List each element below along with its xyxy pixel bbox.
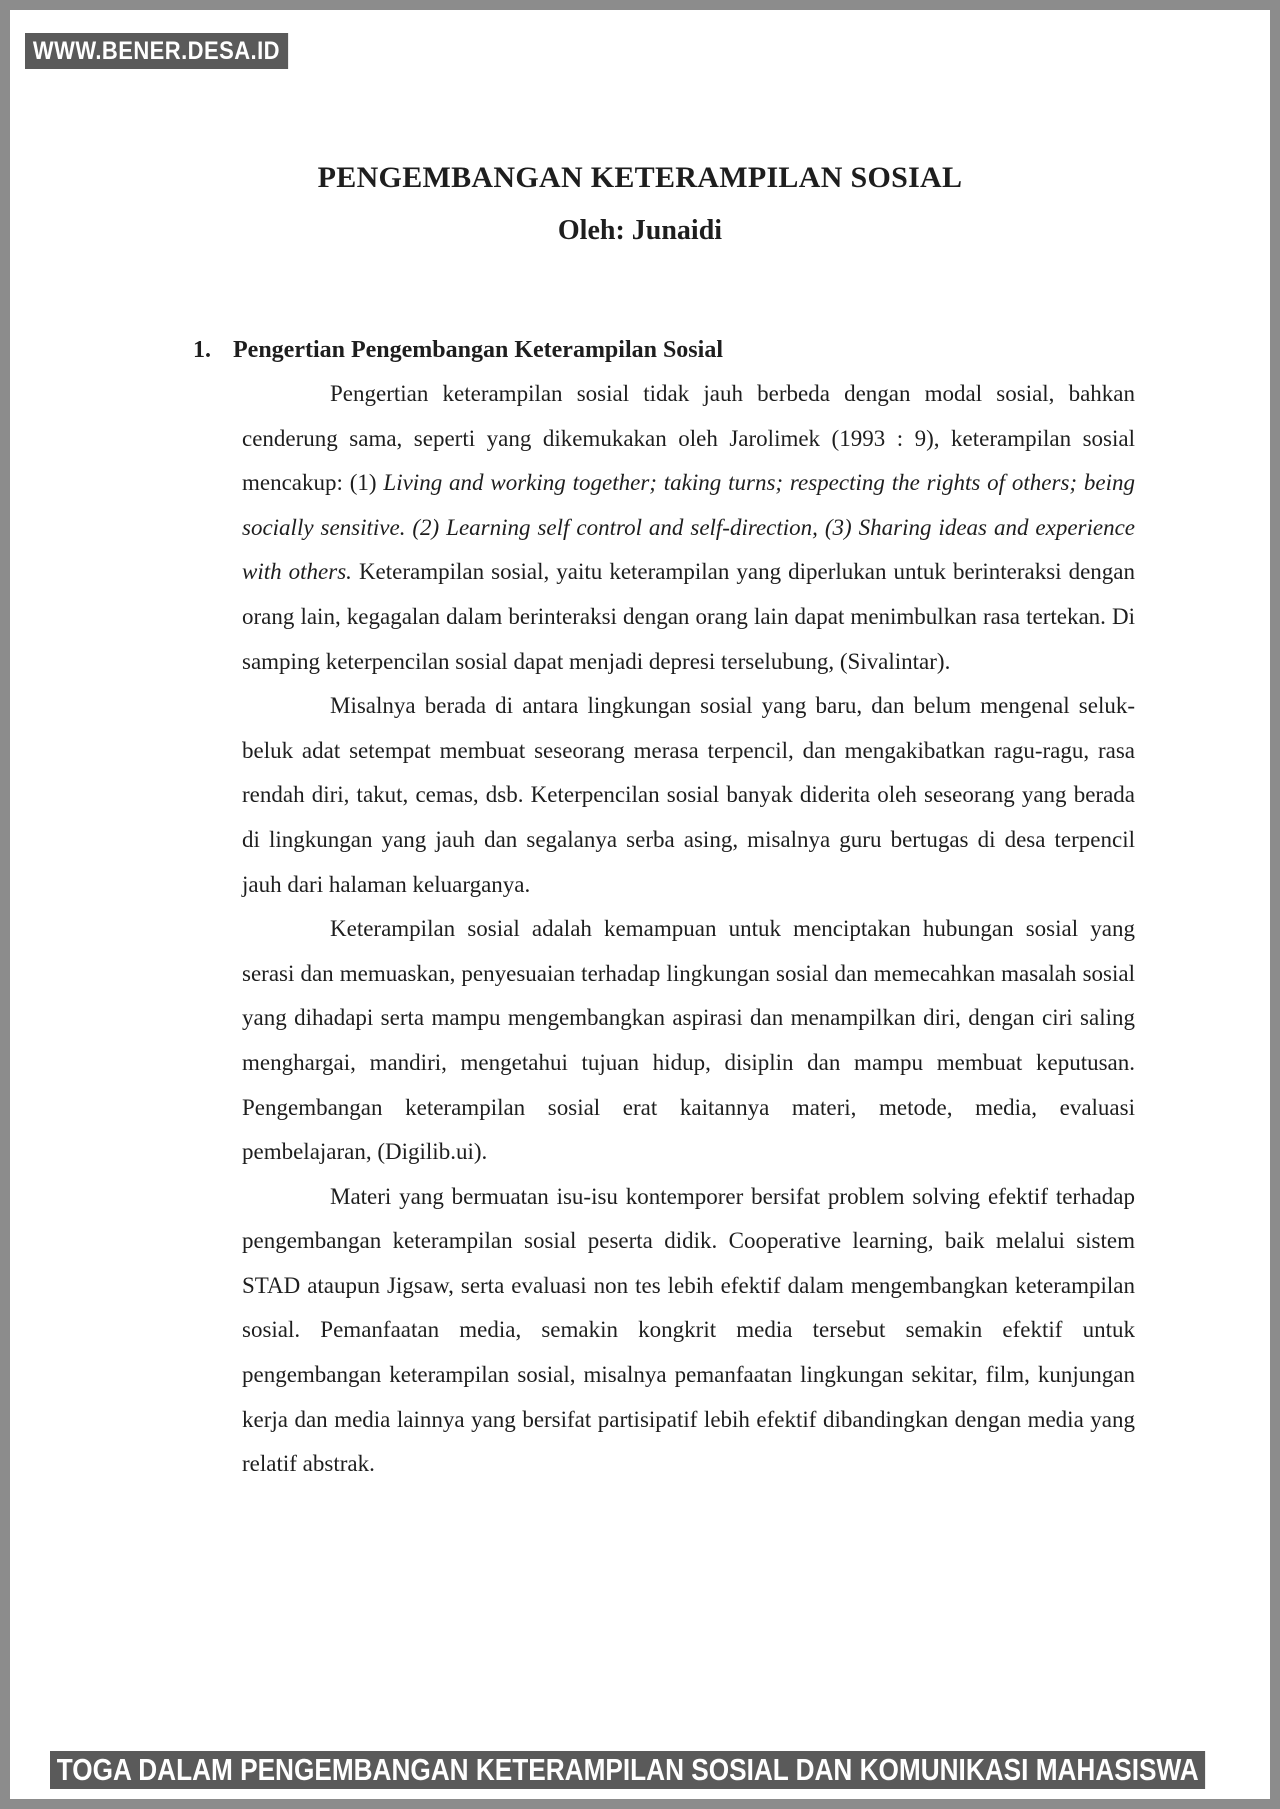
paragraph-1-text-start: Pengertian keterampilan sosial tidak jauh berbeda dengan modal sosial, bahkan cenderung sama, seperti yang dikemukakan oleh Jarolimek (1993 : 9), keterampilan sosial mencakup: (1): [242, 381, 1135, 496]
paragraph-2: Misalnya berada di antara lingkungan sosial yang baru, dan belum mengenal seluk-beluk adat setempat membuat seseorang merasa terpencil, dan mengakibatkan ragu-ragu, rasa rendah diri, takut, cemas, dsb. Keterpencilan sosial banyak diderita oleh seseorang yang berada di lingkungan yang jauh dan segalanya serba asing, misalnya guru bertugas di desa terpencil jauh dari halaman keluarganya.: [242, 693, 1135, 897]
paragraph-1-italic-quote: Living and working together; taking turns; respecting the rights of others; being socially sensitive. (2) Learning self control and self-direction, (3) Sharing ideas and experience with others.: [242, 470, 1135, 585]
document-page: [10, 10, 1270, 1799]
section-heading: [193, 334, 723, 366]
paragraph-4: Materi yang bermuatan isu-isu kontemporer bersifat problem solving efektif terhadap pengembangan keterampilan sosial peserta didik. Cooperative learning, baik melalui sistem STAD ataupun Jigsaw, serta evaluasi non tes lebih efektif dalam mengembangkan keterampilan sosial. Pemanfaatan media, semakin kongkrit media tersebut semakin efektif untuk pengembangan keterampilan sosial, misalnya pemanfaatan lingkungan sekitar, film, kunjungan kerja dan media lainnya yang bersifat partisipatif lebih efektif dibandingkan dengan media yang relatif abstrak.: [242, 1183, 1135, 1477]
section-number: 1.: [193, 337, 211, 363]
watermark-label: WWW.BENER.DESA.ID: [25, 33, 288, 69]
caption-banner: TOGA DALAM PENGEMBANGAN KETERAMPILAN SOSIAL DAN KOMUNIKASI MAHASISWA: [50, 1751, 1205, 1789]
document-title: PENGEMBANGAN KETERAMPILAN SOSIAL: [317, 161, 963, 194]
paragraph-1: [242, 372, 1135, 684]
paragraph-1-text-end: Keterampilan sosial, yaitu keterampilan yang diperlukan untuk berinteraksi dengan orang lain, kegagalan dalam berinteraksi dengan orang lain dapat menimbulkan rasa tertekan. Di samping keterpencilan sosial dapat menjadi depresi terselubung, (Sivalintar).: [242, 559, 1135, 674]
document-author: Oleh: Junaidi: [557, 215, 723, 246]
section-title: Pengertian Pengembangan Keterampilan Sosial: [233, 337, 723, 363]
body-text: [242, 372, 1135, 1487]
paragraph-3: Keterampilan sosial adalah kemampuan untuk menciptakan hubungan sosial yang serasi dan memuaskan, penyesuaian terhadap lingkungan sosial dan memecahkan masalah sosial yang dihadapi serta mampu mengembangkan aspirasi dan menampilkan diri, dengan ciri saling menghargai, mandiri, mengetahui tujuan hidup, disiplin dan mampu membuat keputusan. Pengembangan keterampilan sosial erat kaitannya materi, metode, media, evaluasi pembelajaran, (Digilib.ui).: [242, 916, 1135, 1165]
